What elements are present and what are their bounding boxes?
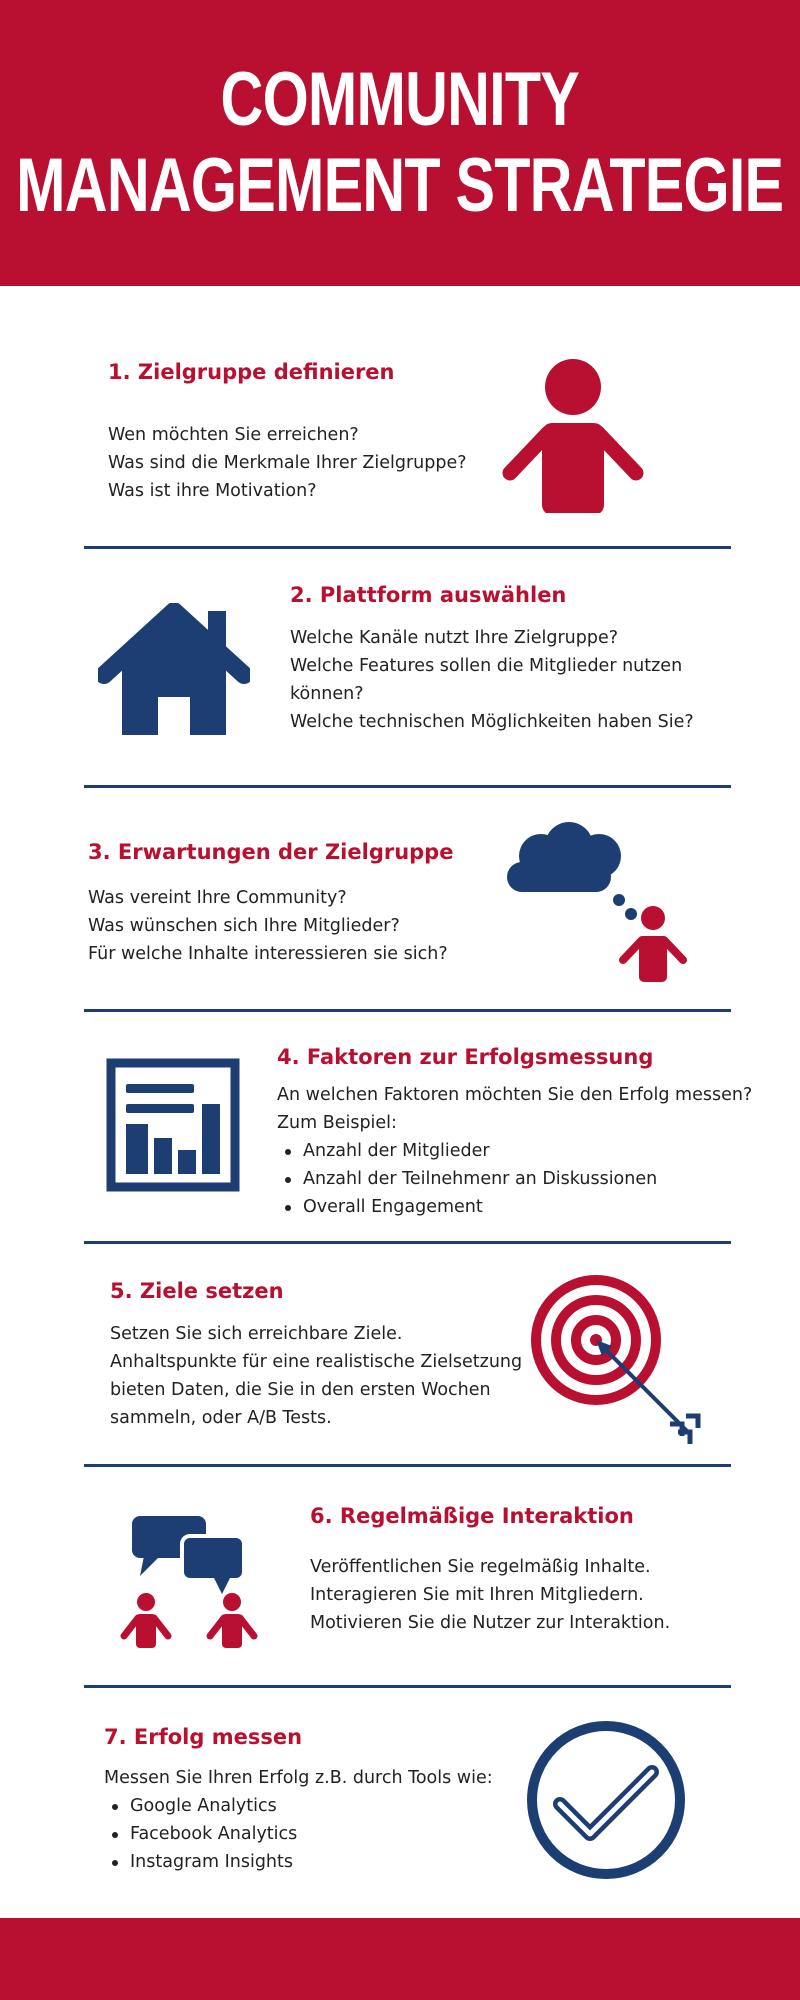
- page-title-line-2: MANAGEMENT STRATEGIE: [16, 143, 784, 228]
- divider: [84, 1685, 731, 1688]
- section-4-title: 4. Faktoren zur Erfolgsmessung: [277, 1045, 654, 1069]
- divider: [84, 546, 731, 549]
- footer-banner: [0, 1918, 800, 2000]
- bar-chart-icon: [106, 1058, 240, 1192]
- section-7-title: 7. Erfolg messen: [104, 1725, 303, 1749]
- section-3-text: [88, 884, 448, 968]
- section-5-title: 5. Ziele setzen: [110, 1279, 284, 1303]
- checkmark-circle-icon: [524, 1718, 688, 1882]
- section-6-line: Interagieren Sie mit Ihren Mitgliedern.: [310, 1585, 644, 1605]
- section-2-line: Welche Features sollen die Mitglieder nutzen: [290, 656, 683, 676]
- section-1-line: Was ist ihre Motivation?: [108, 481, 317, 501]
- section-1-title: 1. Zielgruppe definieren: [108, 360, 395, 384]
- section-5-line: Anhaltspunkte für eine realistische Zielsetzung: [110, 1352, 523, 1372]
- section-4-bullet-list: [277, 1137, 752, 1221]
- section-1-line: Was sind die Merkmale Ihrer Zielgruppe?: [108, 453, 467, 473]
- section-3-line: Für welche Inhalte interessieren sie sich?: [88, 944, 448, 964]
- list-item: Overall Engagement: [277, 1193, 752, 1221]
- section-2-line: können?: [290, 684, 364, 704]
- section-2-text: [290, 624, 694, 736]
- section-3-line: Was vereint Ihre Community?: [88, 888, 347, 908]
- header-banner: [0, 0, 800, 286]
- thought-bubble-person-icon: [505, 822, 695, 982]
- section-6-title: 6. Regelmäßige Interaktion: [310, 1504, 634, 1528]
- list-item: Anzahl der Teilnehmenr an Diskussionen: [277, 1165, 752, 1193]
- target-arrow-icon: [530, 1274, 710, 1450]
- section-6-line: Veröffentlichen Sie regelmäßig Inhalte.: [310, 1557, 651, 1577]
- section-2-title: 2. Plattform auswählen: [290, 583, 567, 607]
- section-4-text: [277, 1081, 752, 1221]
- divider: [84, 1464, 731, 1467]
- section-2-line: Welche technischen Möglichkeiten haben Sie?: [290, 712, 694, 732]
- section-2-line: Welche Kanäle nutzt Ihre Zielgruppe?: [290, 628, 619, 648]
- person-icon: [500, 357, 646, 513]
- list-item: Anzahl der Mitglieder: [277, 1137, 752, 1165]
- section-7-bullet-list: [104, 1792, 493, 1876]
- divider: [84, 785, 731, 788]
- section-5-text: [110, 1320, 522, 1432]
- list-item: Google Analytics: [104, 1792, 493, 1820]
- chat-people-icon: [118, 1510, 268, 1650]
- section-1-line: Wen möchten Sie erreichen?: [108, 425, 359, 445]
- section-3-title: 3. Erwartungen der Zielgruppe: [88, 840, 454, 864]
- section-5-line: Setzen Sie sich erreichbare Ziele.: [110, 1324, 403, 1344]
- house-icon: [98, 603, 250, 737]
- section-1-text: [108, 421, 467, 505]
- section-6-line: Motivieren Sie die Nutzer zur Interaktion.: [310, 1613, 671, 1633]
- section-4-line: Zum Beispiel:: [277, 1113, 397, 1133]
- divider: [84, 1241, 731, 1244]
- section-5-line: sammeln, oder A/B Tests.: [110, 1408, 332, 1428]
- section-7-line: Messen Sie Ihren Erfolg z.B. durch Tools wie:: [104, 1768, 493, 1788]
- divider: [84, 1009, 731, 1012]
- list-item: Instagram Insights: [104, 1848, 493, 1876]
- list-item: Facebook Analytics: [104, 1820, 493, 1848]
- section-6-text: [310, 1553, 670, 1637]
- section-5-line: bieten Daten, die Sie in den ersten Wochen: [110, 1380, 491, 1400]
- section-4-line: An welchen Faktoren möchten Sie den Erfolg messen?: [277, 1085, 753, 1105]
- section-3-line: Was wünschen sich Ihre Mitglieder?: [88, 916, 400, 936]
- section-7-text: [104, 1764, 493, 1876]
- page-title-line-1: COMMUNITY: [220, 57, 580, 142]
